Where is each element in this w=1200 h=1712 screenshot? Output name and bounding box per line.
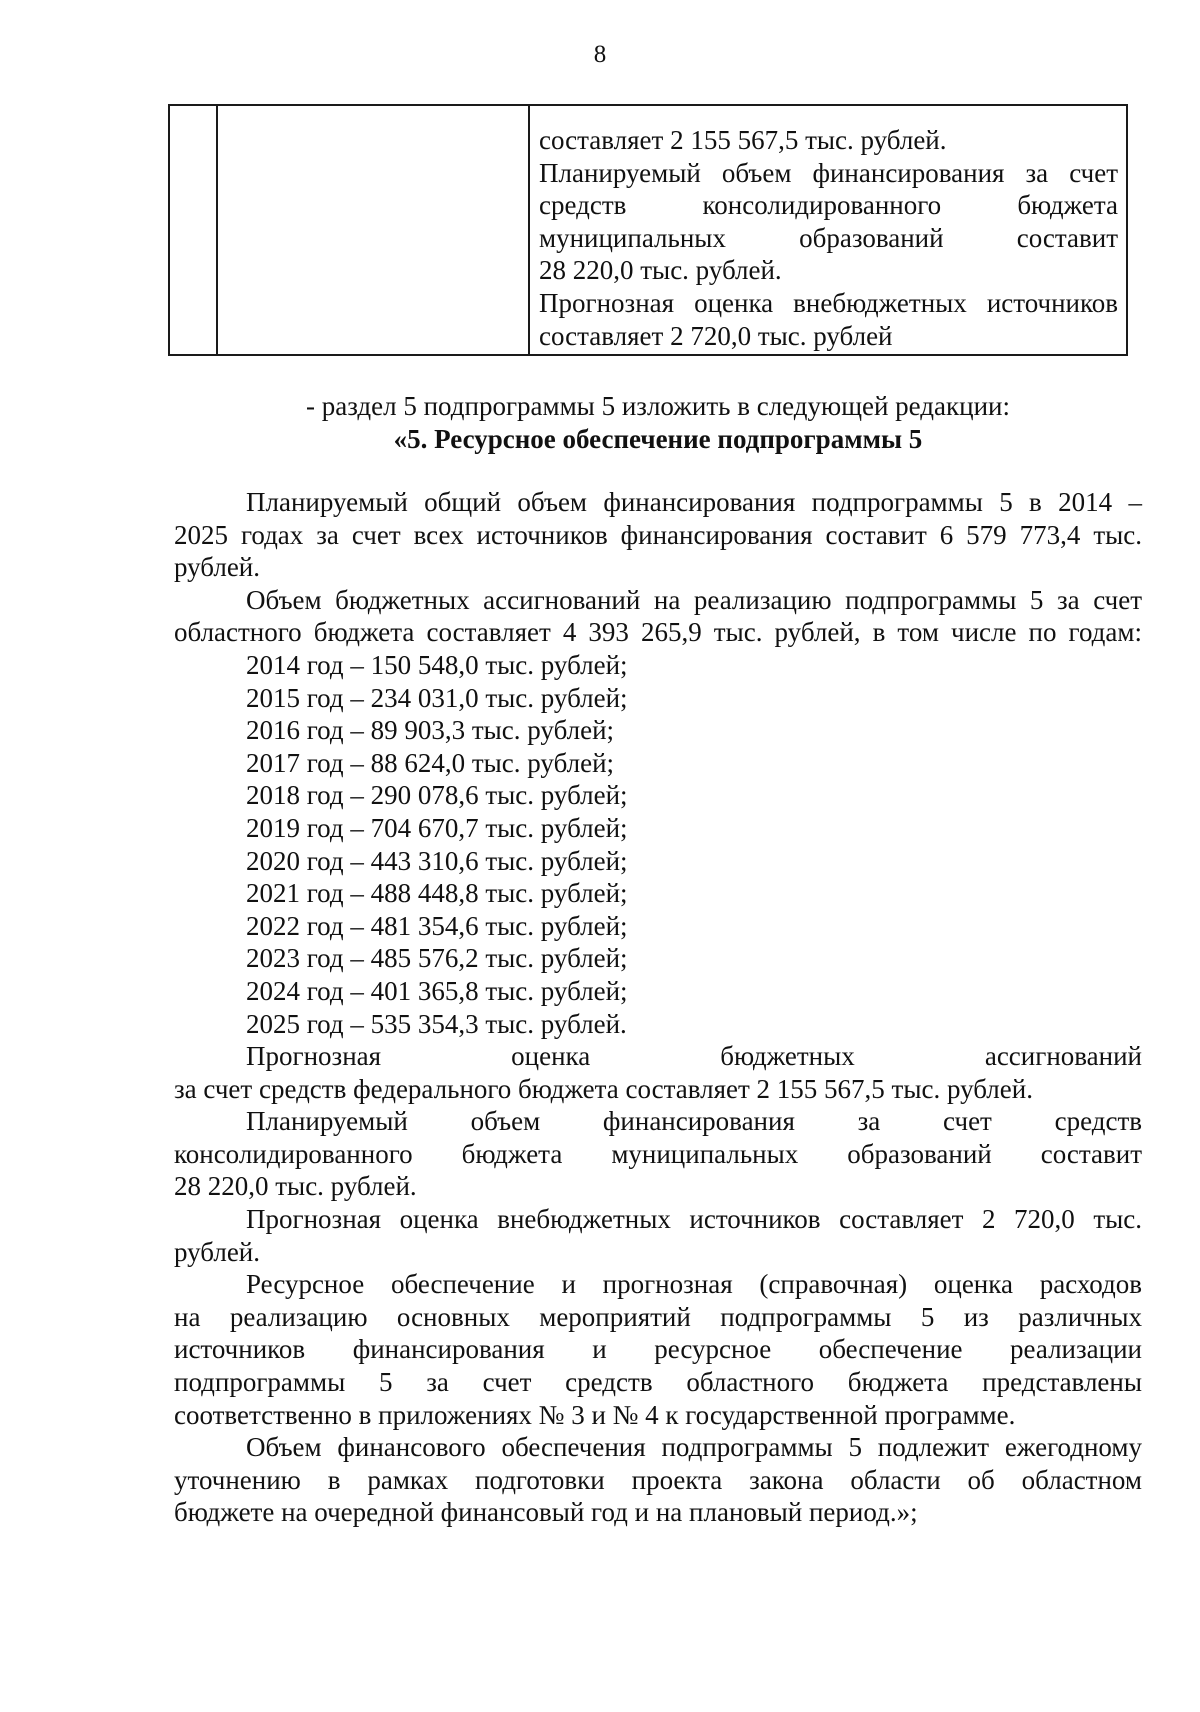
paragraph-line: рублей.: [174, 1236, 261, 1267]
paragraph-line: рублей.: [174, 552, 261, 583]
list-item: 2018 год – 290 078,6 тыс. рублей;: [246, 780, 628, 811]
list-item: 2016 год – 89 903,3 тыс. рублей;: [246, 715, 615, 746]
paragraph-line: бюджете на очередной финансовый год и на плановый период.»;: [174, 1497, 918, 1528]
paragraph-line: 2025 годах за счет всех источников финансирования составит 6 579 773,4 тыс.: [174, 519, 1142, 550]
table-line: Прогнозная оценка внебюджетных источников: [539, 287, 1118, 318]
paragraph-line: Прогнозная оценка бюджетных ассигнований: [246, 1041, 1142, 1072]
yearly-amounts-list: [174, 649, 1142, 1040]
paragraph-line: за счет средств федерального бюджета составляет 2 155 567,5 тыс. рублей.: [174, 1073, 1033, 1104]
paragraph-line: подпрограммы 5 за счет средств областного бюджета представлены: [174, 1367, 1142, 1398]
list-item: 2014 год – 150 548,0 тыс. рублей;: [246, 649, 628, 680]
list-item: 2017 год – 88 624,0 тыс. рублей;: [246, 747, 615, 778]
list-item: 2020 год – 443 310,6 тыс. рублей;: [246, 845, 628, 876]
continuation-table: [168, 104, 1128, 356]
table-line: составляет 2 155 567,5 тыс. рублей.: [539, 125, 947, 155]
table-cell-content: [529, 105, 1127, 355]
paragraph-line: Планируемый общий объем финансирования подпрограммы 5 в 2014 –: [246, 487, 1142, 517]
table-cell-number: [169, 105, 217, 355]
paragraph-line: 28 220,0 тыс. рублей.: [174, 1171, 417, 1202]
list-item: 2021 год – 488 448,8 тыс. рублей;: [246, 878, 628, 909]
list-item: 2019 год – 704 670,7 тыс. рублей;: [246, 812, 628, 843]
table-cell-label: [217, 105, 529, 355]
paragraph-line: консолидированного бюджета муниципальных образований составит: [174, 1138, 1142, 1169]
paragraph-line: Объем бюджетных ассигнований на реализацию подпрограммы 5 за счет: [246, 584, 1142, 615]
paragraph-line: уточнению в рамках подготовки проекта закона области об областном: [174, 1464, 1142, 1495]
paragraph-line: Объем финансового обеспечения подпрограммы 5 подлежит ежегодному: [246, 1432, 1142, 1463]
paragraph-line: источников финансирования и ресурсное обеспечение реализации: [174, 1334, 1142, 1365]
paragraph-line: областного бюджета составляет 4 393 265,9 тыс. рублей, в том числе по годам:: [174, 617, 1142, 648]
document-body: [174, 486, 1142, 1529]
table-line: средств консолидированного бюджета: [539, 190, 1118, 221]
paragraph-line: Прогнозная оценка внебюджетных источников составляет 2 720,0 тыс.: [246, 1204, 1142, 1235]
section-intro: - раздел 5 подпрограммы 5 изложить в следующей редакции:: [306, 391, 1010, 421]
paragraph-line: на реализацию основных мероприятий подпрограммы 5 из различных: [174, 1301, 1142, 1332]
page-number: 8: [593, 41, 607, 68]
table-line: составляет 2 720,0 тыс. рублей: [539, 320, 893, 351]
table-row: [169, 105, 1127, 355]
list-item: 2023 год – 485 576,2 тыс. рублей;: [246, 943, 628, 974]
section-header: [174, 390, 1142, 455]
paragraph-line: Планируемый объем финансирования за счет средств: [246, 1106, 1142, 1137]
list-item: 2024 год – 401 365,8 тыс. рублей;: [246, 975, 628, 1006]
list-item: 2022 год – 481 354,6 тыс. рублей;: [246, 910, 628, 941]
list-item: 2015 год – 234 031,0 тыс. рублей;: [246, 682, 628, 713]
table-line: Планируемый объем финансирования за счет: [539, 157, 1118, 188]
paragraph-line: соответственно в приложениях № 3 и № 4 к государственной программе.: [174, 1399, 1016, 1430]
paragraph-line: Ресурсное обеспечение и прогнозная (справочная) оценка расходов: [246, 1269, 1142, 1300]
section-heading: «5. Ресурсное обеспечение подпрограммы 5: [393, 423, 923, 454]
table-line: муниципальных образований составит: [539, 222, 1118, 253]
table-line: 28 220,0 тыс. рублей.: [539, 255, 782, 286]
list-item: 2025 год – 535 354,3 тыс. рублей.: [246, 1008, 627, 1039]
